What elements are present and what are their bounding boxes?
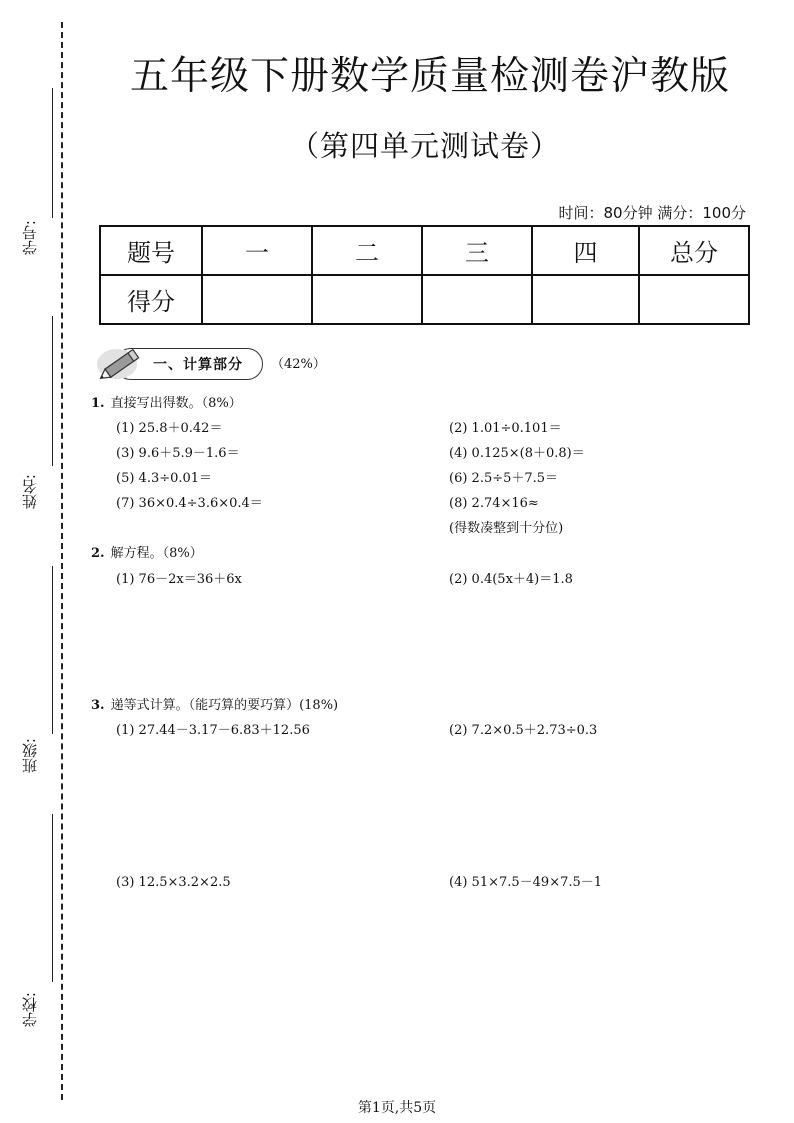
q1-item: (2) 1.01÷0.101＝	[449, 421, 562, 436]
name-field[interactable]	[14, 316, 54, 516]
score-row-label: 得分	[100, 275, 202, 324]
student-id-underline	[52, 88, 53, 218]
student-id-label: 学号:	[21, 220, 39, 256]
score-table-score-row	[100, 275, 749, 324]
section-title: 一、计算部分	[153, 357, 243, 373]
question-number: 2.	[91, 546, 105, 561]
score-cell-1[interactable]	[202, 275, 312, 324]
score-table-header-cell: 三	[422, 226, 532, 275]
question-3-header	[91, 697, 338, 715]
score-table-header-row	[100, 226, 749, 275]
score-table	[99, 225, 750, 325]
q3-item: (1) 27.44－3.17－6.83＋12.56	[116, 723, 310, 738]
score-cell-4[interactable]	[532, 275, 639, 324]
question-text: 递等式计算。（能巧算的要巧算）(18%)	[110, 698, 339, 713]
school-field[interactable]	[14, 814, 54, 1034]
q1-item: (4) 0.125×(8＋0.8)＝	[449, 446, 585, 461]
q1-item: (6) 2.5÷5＋7.5＝	[449, 471, 559, 486]
score-table-header-cell: 二	[312, 226, 422, 275]
question-number: 1.	[91, 396, 105, 411]
q1-item: (3) 9.6＋5.9－1.6＝	[116, 446, 240, 461]
q2-item: (1) 76－2x＝36＋6x	[116, 572, 242, 587]
question-text: 直接写出得数。（8%）	[110, 396, 242, 411]
q3-item: (4) 51×7.5－49×7.5－1	[449, 875, 603, 890]
pencil-icon	[93, 342, 153, 384]
question-2-header	[91, 545, 203, 563]
page-subtitle: （第四单元测试卷）	[289, 129, 560, 163]
page-title: 五年级下册数学质量检测卷沪教版	[129, 54, 730, 99]
section-badge	[93, 342, 265, 384]
school-underline	[52, 814, 53, 982]
time-score-info: 时间：80分钟 满分：100分	[558, 204, 746, 222]
score-table-header-cell: 四	[532, 226, 639, 275]
q1-item: (8) 2.74×16≈	[449, 496, 539, 511]
page-number: 第1页,共5页	[357, 1100, 437, 1116]
score-table-header-cell: 总分	[639, 226, 749, 275]
question-number: 3.	[91, 698, 105, 713]
section-score: （42%）	[271, 357, 326, 372]
q1-note: (得数凑整到十分位)	[449, 521, 564, 536]
class-underline	[52, 566, 53, 734]
question-text: 解方程。（8%）	[110, 546, 203, 561]
score-cell-2[interactable]	[312, 275, 422, 324]
score-table-header-cell: 一	[202, 226, 312, 275]
q1-item: (7) 36×0.4÷3.6×0.4＝	[116, 496, 263, 511]
score-cell-3[interactable]	[422, 275, 532, 324]
q2-item: (2) 0.4(5x＋4)＝1.8	[449, 572, 573, 587]
q1-item: (1) 25.8＋0.42＝	[116, 421, 223, 436]
class-field[interactable]	[14, 566, 54, 786]
q1-item: (5) 4.3÷0.01＝	[116, 471, 213, 486]
score-cell-total[interactable]	[639, 275, 749, 324]
binding-dashed-line	[61, 22, 63, 1100]
student-id-field[interactable]	[14, 88, 54, 268]
q3-item: (2) 7.2×0.5＋2.73÷0.3	[449, 723, 598, 738]
school-label: 学校:	[21, 992, 39, 1028]
name-label: 姓名:	[21, 474, 39, 510]
q3-item: (3) 12.5×3.2×2.5	[116, 875, 231, 890]
question-1-header	[91, 395, 242, 413]
score-table-header-cell: 题号	[100, 226, 202, 275]
class-label: 班级:	[21, 738, 39, 774]
name-underline	[52, 316, 53, 466]
